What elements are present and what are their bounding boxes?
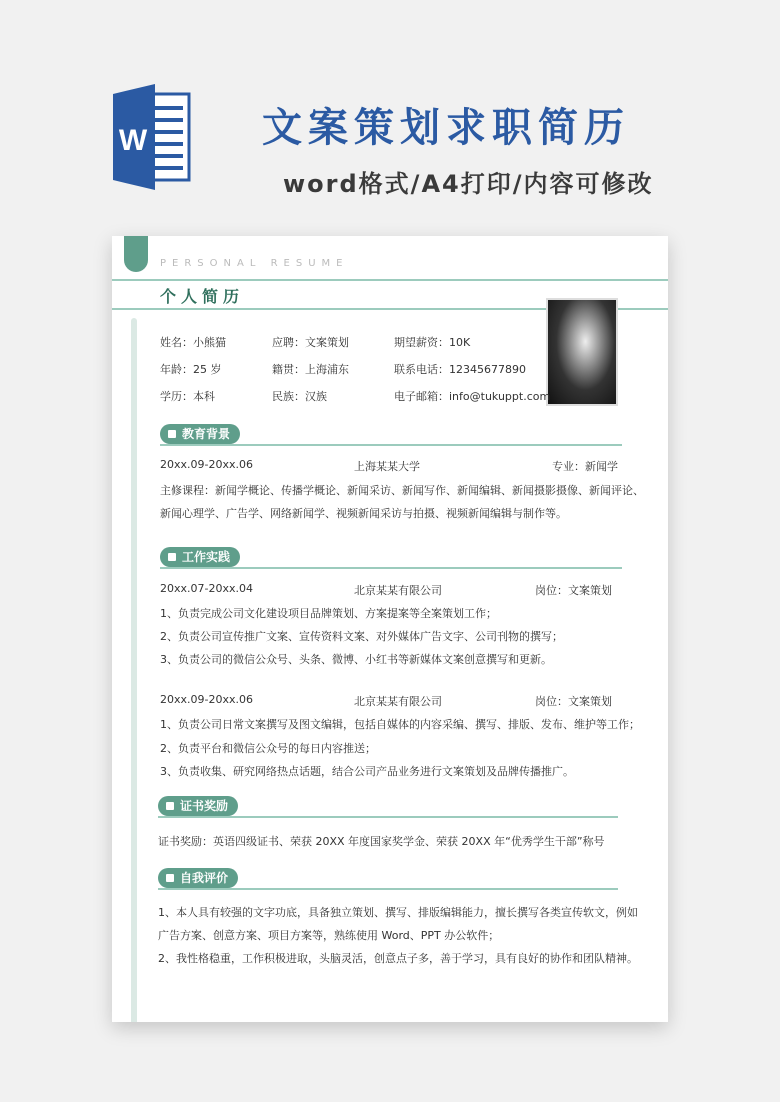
briefcase-icon <box>168 553 176 561</box>
edu-courses: 新闻心理学、广告学、网络新闻学、视频新闻采访与拍摄、视频新闻编辑与制作等。 <box>160 507 567 520</box>
edu-school: 上海某某大学 <box>354 460 420 473</box>
info-salary: 期望薪资：10K <box>394 336 471 349</box>
job-item: 2、负责平台和微信公众号的每日内容推送； <box>160 742 376 755</box>
self-text: 1、本人具有较强的文字功底，具备独立策划、撰写、排版编辑能力，擅长撰写各类宣传软文，例如 <box>158 906 638 919</box>
book-icon <box>168 430 176 438</box>
hero-subtitle: word格式/A4打印/内容可修改 <box>283 170 654 198</box>
resume-title: 个人简历 <box>160 287 245 306</box>
heading-label: 自我评价 <box>180 871 229 885</box>
job-item: 1、负责完成公司文化建设项目品牌策划、方案提案等全案策划工作； <box>160 607 497 620</box>
self-text: 广告方案、创意方案、项目方案等，熟练使用 Word、PPT 办公软件； <box>158 929 500 942</box>
job-item: 3、负责收集、研究网络热点话题，结合公司产品业务进行文案策划及品牌传播推广。 <box>160 765 574 778</box>
section-awards-heading <box>158 796 238 816</box>
certificate-icon <box>166 802 174 810</box>
job-item: 2、负责公司宣传推广文案、宣传资料文案、对外媒体广告文字、公司刊物的撰写； <box>160 630 563 643</box>
job-position: 岗位：文案策划 <box>535 584 612 597</box>
info-email: 电子邮箱：info@tukuppt.com <box>394 390 551 403</box>
heading-label: 工作实践 <box>182 550 231 564</box>
job-item: 3、负责公司的微信公众号、头条、微博、小红书等新媒体文案创意撰写和更新。 <box>160 653 552 666</box>
job-company: 北京某某有限公司 <box>354 584 442 597</box>
section-work-heading <box>160 547 240 567</box>
profile-photo <box>546 298 618 406</box>
comment-icon <box>166 874 174 882</box>
hero-title: 文案策划求职简历 <box>262 105 630 151</box>
edu-date: 20xx.09-20xx.06 <box>160 458 253 471</box>
side-bar <box>131 318 137 1022</box>
info-ethnicity: 民族：汉族 <box>272 390 327 403</box>
heading-label: 证书奖励 <box>180 799 229 813</box>
awards-text: 证书奖励：英语四级证书、荣获 20XX 年度国家奖学金、荣获 20XX 年“优秀学生干部”称号 <box>158 835 605 848</box>
svg-text:W: W <box>118 124 148 157</box>
job-date: 20xx.07-20xx.04 <box>160 582 253 595</box>
heading-label: 教育背景 <box>182 427 231 441</box>
divider <box>112 279 668 281</box>
edu-courses: 主修课程：新闻学概论、传播学概论、新闻采访、新闻写作、新闻编辑、新闻摄影摄像、新闻评论、 <box>160 484 644 497</box>
info-phone: 联系电话：12345677890 <box>394 363 526 376</box>
resume-page <box>112 236 668 1022</box>
header-tab <box>124 236 148 272</box>
info-position: 应聘：文案策划 <box>272 336 349 349</box>
job-position: 岗位：文案策划 <box>535 695 612 708</box>
edu-major: 专业：新闻学 <box>552 460 618 473</box>
divider <box>160 567 622 569</box>
info-hometown: 籍贯：上海浦东 <box>272 363 349 376</box>
self-text: 2、我性格稳重，工作积极进取，头脑灵活，创意点子多，善于学习，具有良好的协作和团队精神。 <box>158 952 638 965</box>
divider <box>158 816 618 818</box>
info-age: 年龄：25 岁 <box>160 363 222 376</box>
personal-resume-label: PERSONAL RESUME <box>160 258 349 269</box>
divider <box>160 444 622 446</box>
job-company: 北京某某有限公司 <box>354 695 442 708</box>
word-logo-icon <box>113 82 191 192</box>
info-name: 姓名：小熊猫 <box>160 336 226 349</box>
job-date: 20xx.09-20xx.06 <box>160 693 253 706</box>
section-self-heading <box>158 868 238 888</box>
divider <box>158 888 618 890</box>
section-education-heading <box>160 424 240 444</box>
info-education: 学历：本科 <box>160 390 215 403</box>
job-item: 1、负责公司日常文案撰写及图文编辑，包括自媒体的内容采编、撰写、排版、发布、维护等工作； <box>160 718 640 731</box>
